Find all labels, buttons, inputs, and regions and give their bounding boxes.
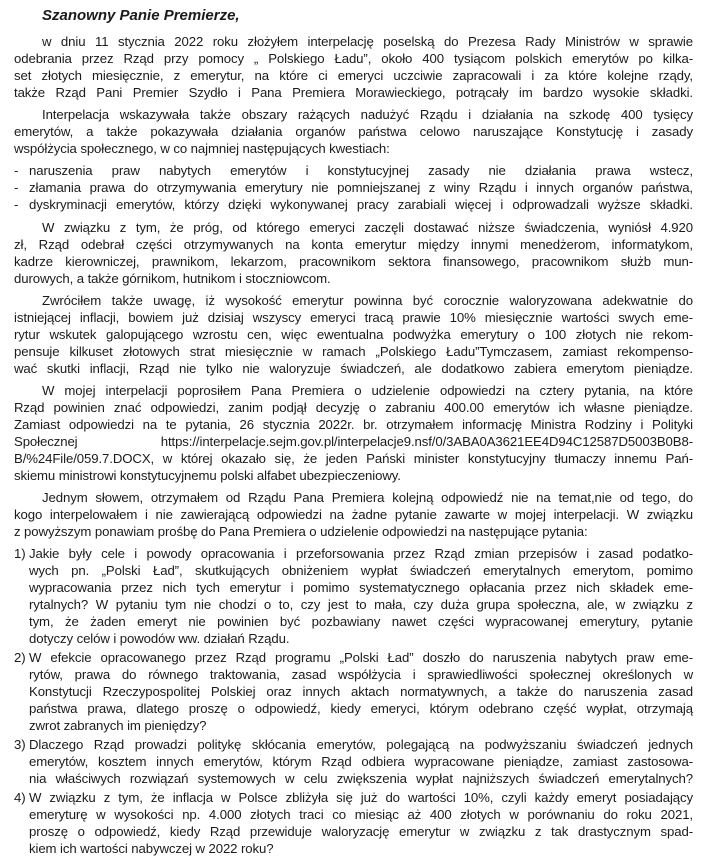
paragraph-3 [14, 219, 693, 287]
item-number: 1) [14, 546, 26, 561]
list-item [14, 162, 693, 179]
bullet-marker: - [14, 197, 19, 212]
text-line: kogo interpelowałem i nie zawierającą odpowiedzi na żadne pytanie zawarte w mojej interpelacji. W związku [14, 507, 693, 522]
bullet-text: dyskryminacji emerytów, którzy dzięki wykonywanej pracy zarabiali więcej i odprowadzali wyższe składki. [29, 197, 693, 212]
text-line: Interpelacja wskazywała także obszary rażących nadużyć Rządu i działania na szkodę 400 tysięcy [42, 107, 693, 122]
bullet-text: złamania prawa do otrzymywania emerytury nie pomniejszanej z winy Rządu i innych organów państwa, [29, 180, 693, 195]
text-line: w dniu 11 stycznia 2022 roku złożyłem interpelację poselską do Prezesa Rady Ministrów w sprawie [42, 34, 693, 49]
text-line: emeryturę w wysokości np. 4.000 złotych traci co miesiąc aż 400 złotych w porównaniu do roku 2021, [29, 807, 693, 822]
text-line: Konstytucji Rzeczypospolitej Polskiej oraz innych aktach normatywnych, a także do naruszenia zasad [29, 684, 693, 699]
text-line: B/%24File/059.7.DOCX, w której okazało się, że jeden Pański minister konstytucyjny tłumaczy innemu Pań- [14, 451, 693, 466]
text-line: skiemu ministrowi konstytucyjnemu polski alfabet ubezpieczeniowy. [14, 468, 401, 483]
item-body [29, 736, 693, 787]
text-line: emerytów, kosztem innych emerytów, którym Rząd odbiera wypracowane pieniądze, zamiast zastosowa- [29, 754, 693, 769]
text-line: współżycia społecznego, w co najmniej następujących kwestiach: [14, 141, 390, 156]
text-line: W mojej interpelacji poprosiłem Pana Premiera o udzielenie odpowiedzi na cztery pytania, na które [42, 383, 693, 398]
text-line: także Rząd Pani Premier Szydło i Pana Premiera Morawieckiego, potrącały im bardzo wysokie składki. [14, 85, 693, 100]
text-line: emerytów, a także pokazywała działania organów państwa celowo naruszające Konstytucję i zasady [14, 124, 693, 139]
item-body [29, 545, 693, 647]
text-line: W efekcie opracowanego przez Rząd programu „Polski Ład” doszło do naruszenia nabytych praw eme- [29, 650, 693, 665]
numbered-item-1 [14, 545, 693, 647]
bullet-list [14, 162, 693, 213]
paragraph-1 [14, 33, 693, 101]
numbered-item-3 [14, 736, 693, 787]
text-line: dotyczy celów i powodów ww. działań Rządu. [29, 631, 290, 646]
text-line: odebrania przez Rząd przy pomocy „ Polskiego Ładu”, około 400 tysiącom polskich emerytów po kilka- [14, 51, 693, 66]
text-line: kiem ich wartości nabywczej w 2022 roku? [29, 841, 274, 856]
text-line: tym, że żaden emeryt nie powinien być pozbawiany nawet części wypracowanej emerytury, pytanie [29, 614, 693, 629]
text-line: nia właściwych rozwiązań systemowych w celu zwiększenia wypłat najniższych świadczeń emerytalnych? [29, 771, 693, 786]
bullet-text: naruszenia praw nabytych emerytów i konstytucyjnej zasady nie działania prawa wstecz, [29, 163, 693, 178]
text-line: rytów, prawa do równego traktowania, zasad współżycia i sprawiedliwości społecznej określonych w [29, 667, 693, 682]
numbered-item-4 [14, 789, 693, 857]
text-line: set złotych miesięcznie, z emerytur, na które ci emeryci uczciwie zapracowali i za które kolejne rządy, [14, 68, 693, 83]
text-line: rytalnych? W pytaniu tym nie chodzi o to, czy jest to mała, czy duża grupa społeczna, ale, w związku z [29, 597, 693, 612]
bullet-marker: - [14, 163, 19, 178]
paragraph-4 [14, 292, 693, 377]
text-line: zł, Rząd odebrał części otrzymywanych na konta emerytur między innymi menedżerom, informatykom, [14, 237, 693, 252]
text-line: Zamiast odpowiedzi na te pytania, 26 stycznia 2022r. br. otrzymałem informację Ministra Rodziny i Polityki [14, 417, 693, 432]
list-item [14, 196, 693, 213]
text-line: kadrze kierowniczej, prawnikom, lekarzom, pracownikom sektora finansowego, pracownikom służb mun- [14, 254, 693, 269]
text-line: wać skutki inflacji, Rząd nie tylko nie waloryzuje świadczeń, ale dodatkowo zabiera emerytom pieniądze. [14, 361, 693, 376]
text-line: rytur wskutek galopującego wzrostu cen, więc ewentualna podwyżka emerytury o 100 złotych nie rekom- [14, 327, 693, 342]
item-body [29, 649, 693, 734]
numbered-item-2 [14, 649, 693, 734]
text-line: Dlaczego Rząd prowadzi politykę skłócania emerytów, polegającą na podwyższaniu świadczeń jednych [29, 737, 693, 752]
paragraph-5 [14, 382, 693, 484]
text-line: wych pn. „Polski Ład”, skutkujących obniżeniem wypłat świadczeń emerytalnych emerytom, pomimo [29, 563, 693, 578]
text-line: z powyższym ponawiam prośbę do Pana Premiera o udzielenie odpowiedzi na następujące pytania: [14, 524, 588, 539]
bullet-marker: - [14, 180, 19, 195]
item-number: 4) [14, 790, 26, 805]
text-line: durowych, a także górnikom, hutnikom i stoczniowcom. [14, 271, 331, 286]
text-line: wypracowania przez nich tych emerytur i pomimo systematycznego opłacania przez nich składek eme- [29, 580, 693, 595]
text-line-url: Społecznej https://interpelacje.sejm.gov.pl/interpelacje9.nsf/0/3ABA0A3621EE4D94C12587D5003B0B8- [14, 434, 693, 449]
text-line: Rząd powinien znać odpowiedzi, zanim podjął decyzję o zabraniu 400.00 emerytów ich własne pieniądze. [14, 400, 693, 415]
text-line: Jednym słowem, otrzymałem od Rządu Pana Premiera kolejną odpowiedź nie na temat,nie od tego, do [42, 490, 693, 505]
text-line: państwa prawa, dlatego proszę o odpowiedź, kiedy emeryci, którym odebrano część wypłat, otrzymają [29, 701, 693, 716]
paragraph-2 [14, 106, 693, 157]
text-line: istniejącej inflacji, bowiem już dzisiaj wszyscy emeryci tracą prawie 10% miesięcznie wartości swych eme- [14, 310, 693, 325]
text-line: W związku z tym, że próg, od którego emeryci zaczęli dostawać niższe świadczenia, wyniósł 4.920 [42, 220, 693, 235]
text-line: pensuje kilkuset złotowych strat miesięcznie w ramach „Polskiego Ładu”Tymczasem, zamiast rekompenso- [14, 344, 693, 359]
text-line: W związku z tym, że inflacja w Polsce zbliżyła się już do wartości 10%, czyli każdy emeryt posiadający [29, 790, 693, 805]
list-item [14, 179, 693, 196]
paragraph-6 [14, 489, 693, 540]
text-line: Jakie były cele i powody opracowania i przeforsowania przez Rząd zmian przepisów i zasad podatko- [29, 546, 693, 561]
item-number: 2) [14, 650, 26, 665]
text-line: zwrot zabranych im pieniędzy? [29, 718, 207, 733]
text-line: proszę o odpowiedź, kiedy Rząd przewiduje waloryzację emerytur w związku z tak drastycznym spad- [29, 824, 693, 839]
text-line: Zwróciłem także uwagę, iż wysokość emerytur powinna być corocznie waloryzowana adekwatnie do [42, 293, 693, 308]
item-number: 3) [14, 737, 26, 752]
salutation: Szanowny Panie Premierze, [42, 7, 240, 24]
item-body [29, 789, 693, 857]
